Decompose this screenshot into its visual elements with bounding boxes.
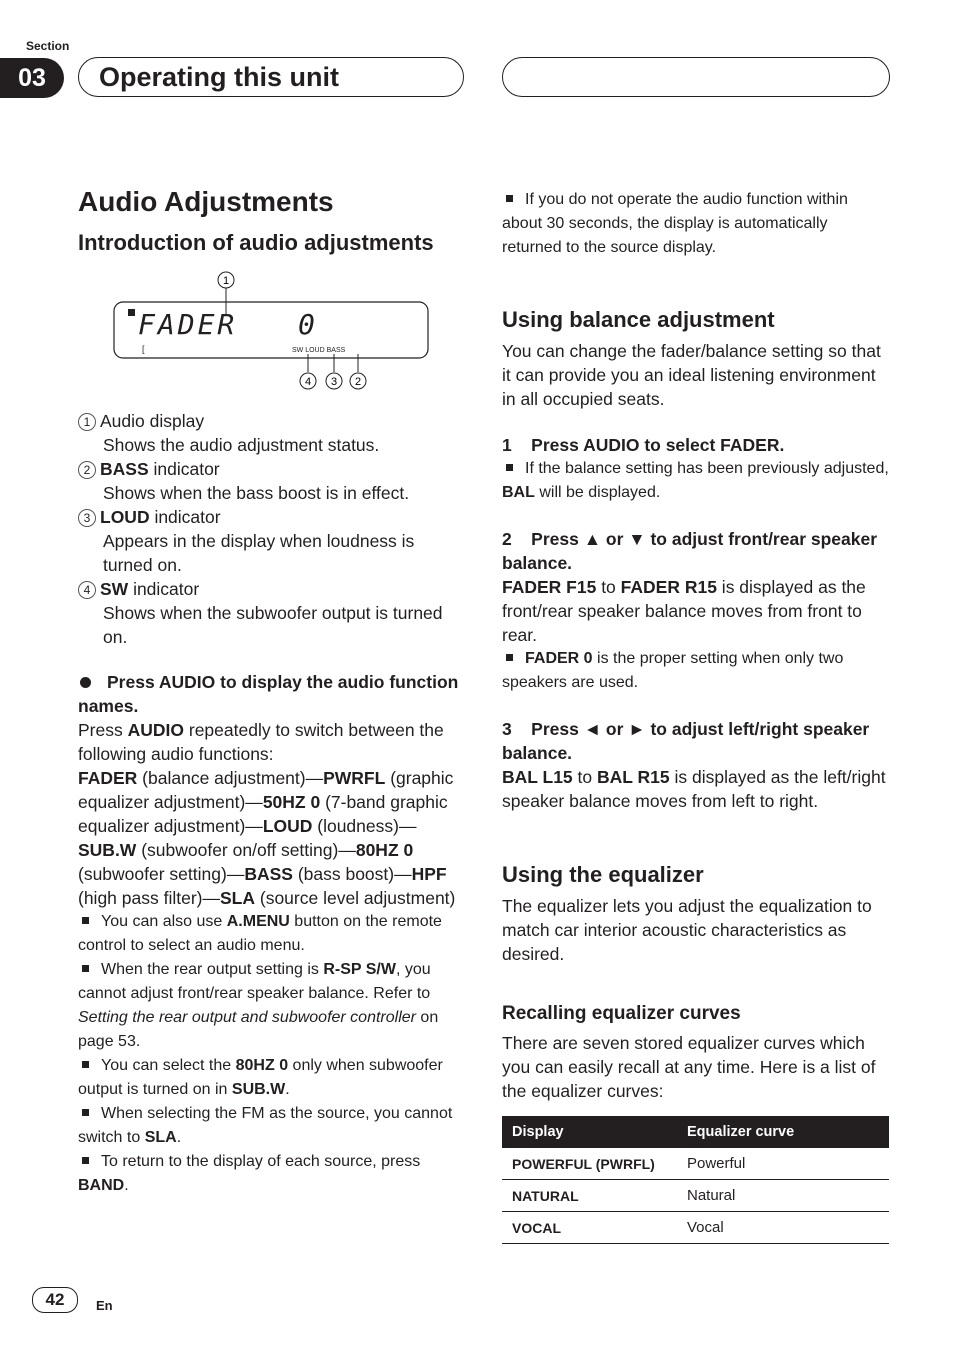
balance-body: You can change the fader/balance setting so that it can provide you an ideal listening environment in all occupied seats. xyxy=(502,341,881,409)
equalizer-table xyxy=(502,1116,889,1244)
legend-desc-1: Shows the audio adjustment status. xyxy=(103,435,380,455)
square-bullet-icon xyxy=(82,1109,89,1116)
recall-heading: Recalling equalizer curves xyxy=(502,1003,741,1024)
audio-function-section xyxy=(78,670,464,1198)
step-3: 3 Press ◄ or ► to adjust left/right speaker balance. xyxy=(502,719,875,763)
bullet-icon xyxy=(80,677,91,688)
balance-section xyxy=(502,339,890,813)
section-number-badge: 03 xyxy=(0,58,64,98)
page-heading: Audio Adjustments xyxy=(78,186,334,217)
step-1-note: If the balance setting has been previously adjusted, BAL will be displayed. xyxy=(502,460,889,501)
step-2-body: FADER F15 to FADER R15 is displayed as the front/rear speaker balance moves from front to rear. xyxy=(502,577,866,645)
step-2-note: FADER 0 is the proper setting when only two speakers are used. xyxy=(502,650,844,691)
equalizer-heading: Using the equalizer xyxy=(502,862,704,887)
step-1: 1 Press AUDIO to select FADER. xyxy=(502,435,785,455)
legend-desc-3: Appears in the display when loudness is turned on. xyxy=(103,531,415,575)
equalizer-body: The equalizer lets you adjust the equalization to match car interior acoustic characteristics as desired. xyxy=(502,896,872,964)
legend-item-1: 1 Audio display xyxy=(78,409,464,433)
note-rear-output: When the rear output setting is R-SP S/W, you cannot adjust front/rear speaker balance. Refer to Setting the rear output and subwoofer controller on page 53. xyxy=(78,961,439,1050)
table-cell: Vocal xyxy=(677,1212,889,1244)
table-cell: POWERFUL (PWRFL) xyxy=(502,1148,677,1180)
note-80hz: You can select the 80HZ 0 only when subwoofer output is turned on in SUB.W. xyxy=(78,1057,443,1098)
legend-item-2: 2 BASS indicator xyxy=(78,457,464,481)
table-row xyxy=(502,1212,889,1244)
callout-4: 4 xyxy=(304,376,312,388)
callout-2: 2 xyxy=(354,376,362,388)
table-header-curve: Equalizer curve xyxy=(677,1116,889,1148)
note-amenu: You can also use A.MENU button on the remote control to select an audio menu. xyxy=(78,913,442,954)
function-list: FADER (balance adjustment)—PWRFL (graphic equalizer adjustment)—50HZ 0 (7-band graphic equalizer adjustment)—LOUD (loudness)—SUB.W (subwoofer on/off setting)—80HZ 0 (subwoofer setting)—BASS (bass boost)—HPF (high pass filter)—SLA (source level adjustment) xyxy=(78,768,456,908)
equalizer-table-wrap xyxy=(502,1116,889,1244)
table-cell: NATURAL xyxy=(502,1180,677,1212)
lcd-diagram xyxy=(110,268,435,398)
square-bullet-icon xyxy=(506,464,513,471)
table-cell: VOCAL xyxy=(502,1212,677,1244)
lcd-indicators: SW LOUD BASS xyxy=(292,347,346,354)
section-label: Section xyxy=(26,39,70,53)
legend-desc-4: Shows when the subwoofer output is turned on. xyxy=(103,603,443,647)
audio-display-illustration xyxy=(110,268,435,398)
callout-1: 1 xyxy=(222,275,230,287)
callout-3: 3 xyxy=(330,376,338,388)
step-2: 2 Press ▲ or ▼ to adjust front/rear speaker balance. xyxy=(502,529,882,573)
square-bullet-icon xyxy=(82,1061,89,1068)
callout-legend xyxy=(78,409,464,649)
step-heading: Press AUDIO to display the audio function names. xyxy=(78,672,459,716)
table-row xyxy=(502,1180,889,1212)
step-3-body: BAL L15 to BAL R15 is displayed as the left/right speaker balance moves from left to right. xyxy=(502,767,886,811)
table-row xyxy=(502,1148,889,1180)
table-header-display: Display xyxy=(502,1116,677,1148)
lcd-value-text: 0 xyxy=(298,308,315,341)
recall-body: There are seven stored equalizer curves which you can easily recall at any time. Here is a list of the equalizer curves: xyxy=(502,1033,876,1101)
square-bullet-icon xyxy=(82,965,89,972)
square-bullet-icon xyxy=(506,195,513,202)
legend-desc-2: Shows when the bass boost is in effect. xyxy=(103,483,410,503)
language-label: En xyxy=(96,1298,113,1313)
legend-item-3: 3 LOUD indicator xyxy=(78,505,464,529)
square-bullet-icon xyxy=(82,917,89,924)
note-return-band: To return to the display of each source, press BAND. xyxy=(78,1153,421,1194)
balance-heading: Using balance adjustment xyxy=(502,307,775,332)
page-number: 42 xyxy=(32,1287,78,1313)
square-bullet-icon xyxy=(82,1157,89,1164)
table-cell: Natural xyxy=(677,1180,889,1212)
table-header-row xyxy=(502,1116,889,1148)
lcd-fader-text: FADER xyxy=(138,308,238,341)
table-cell: Powerful xyxy=(677,1148,889,1180)
square-bullet-icon xyxy=(506,654,513,661)
legend-item-4: 4 SW indicator xyxy=(78,577,464,601)
section-heading: Introduction of audio adjustments xyxy=(78,230,434,255)
note-timeout: If you do not operate the audio function within about 30 seconds, the display is automatically returned to the source display. xyxy=(502,191,848,256)
svg-text:[: [ xyxy=(142,344,145,354)
chapter-title: Operating this unit xyxy=(99,61,339,92)
header-right-box xyxy=(502,57,890,97)
note-fm-sla: When selecting the FM as the source, you cannot switch to SLA. xyxy=(78,1105,453,1146)
intro-paragraph: Press AUDIO repeatedly to switch between the following audio functions: xyxy=(78,720,444,764)
chapter-title-box xyxy=(78,57,464,97)
